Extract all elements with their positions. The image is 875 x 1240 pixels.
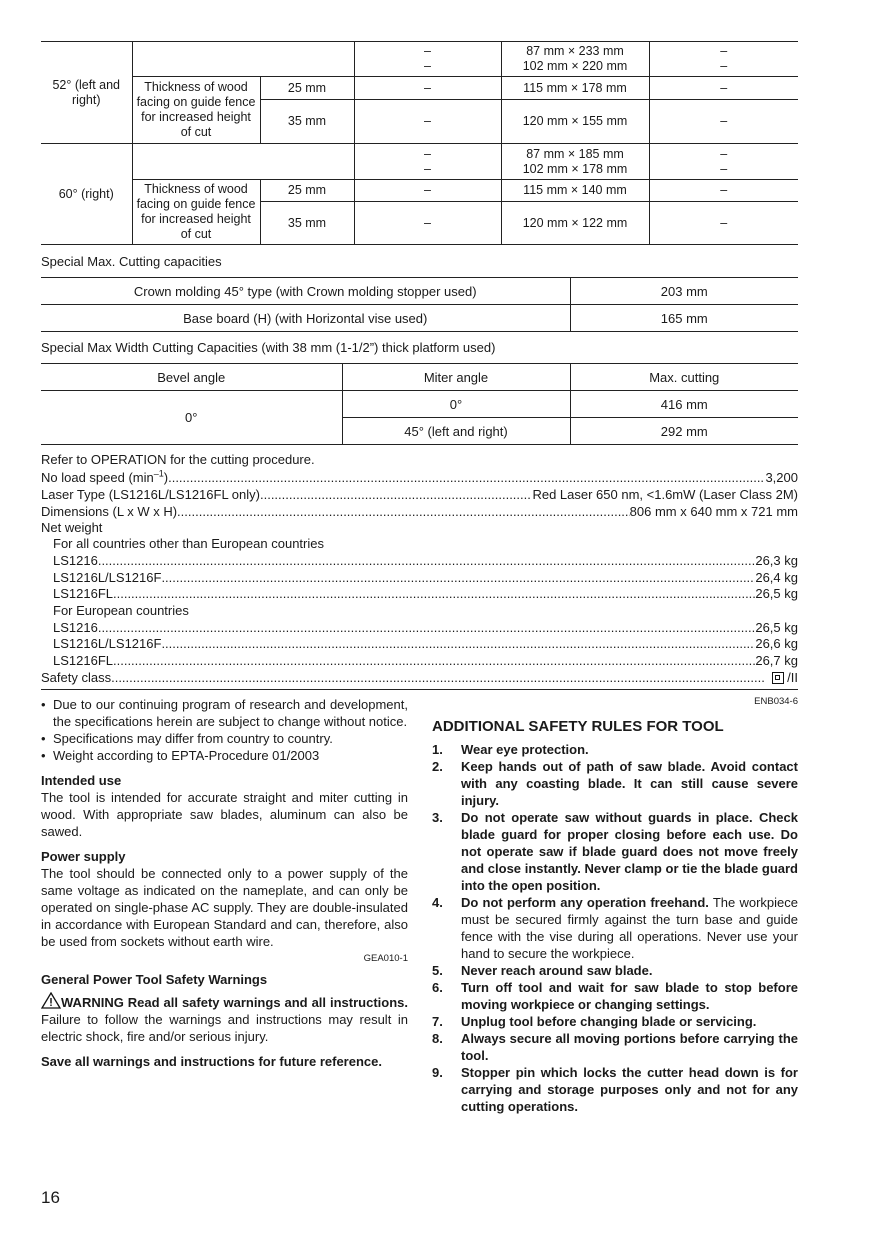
rule-item: 4. Do not perform any operation freehand. The workpiece must be secured firmly against the turn base and guide fence with the vise during all operations. Never use your hand to secure the workpiece. <box>432 895 798 961</box>
refer-note: Refer to OPERATION for the cutting procedure. <box>41 452 315 467</box>
spec-no-load-speed: No load speed $(\min^{-1})$ ..... 3,200 <box>41 469 798 486</box>
enb-code: ENB034-6 <box>754 696 798 707</box>
weight-row: LS1216L/LS1216F ..... 26,6 kg <box>53 635 798 652</box>
double-insulation-icon <box>772 672 784 684</box>
thickness-label: Thickness of wood facing on guide fence for increased height of cut <box>132 180 260 245</box>
right-column <box>432 696 798 1115</box>
additional-safety-title: ADDITIONAL SAFETY RULES FOR TOOL <box>432 718 724 735</box>
warning-triangle-icon <box>41 992 61 1009</box>
gea-code: GEA010-1 <box>363 953 408 964</box>
special-max-title: Special Max. Cutting capacities <box>41 254 222 269</box>
rule-item: 6. Turn off tool and wait for saw blade to stop before moving workpiece or changing settings. <box>432 980 798 1012</box>
rule-item: 1. Wear eye protection. <box>432 742 589 757</box>
rule-item: 7. Unplug tool before changing blade or servicing. <box>432 1014 757 1029</box>
rule-item: 8. Always secure all moving portions before carrying the tool. <box>432 1031 798 1063</box>
spec-dimensions: Dimensions (L x W x H) ..... 806 mm x 640 mm x 721 mm <box>41 503 798 520</box>
bullet-item: • Specifications may differ from country to country. <box>41 730 408 747</box>
bevel-angle-60: 60° (right) <box>41 144 132 245</box>
spec-other-countries: For all countries other than European countries <box>53 536 324 551</box>
divider <box>41 689 798 690</box>
power-supply-heading: Power supply <box>41 849 126 864</box>
power-supply-text: The tool should be connected only to a power supply of the same voltage as indicated on the nameplate, and can only be operated on single-phase AC supply. They are double-insulated in accordance with European Standard and can, therefore, also be used from sockets without earth wire. <box>41 866 408 949</box>
weight-row: LS1216L/LS1216F ..... 26,4 kg <box>53 569 798 586</box>
special-max-table: Crown molding 45° type (with Crown molding stopper used) 203 mm Base board (H) (with Horizontal vise used) 165 mm <box>41 277 798 332</box>
weight-row: LS1216FL ..... 26,5 kg <box>53 585 798 602</box>
bevel-capacity-table: 52° (left and right) – – 87 mm × 233 mm 102 mm × 220 mm – – Thickness of wood facing on guide fence for increased height of cut 25 mm – 115 mm × 178 mm – 35 mm – 120 mm × 155 mm – 60° (right) – – 87 mm × 185 mm 102 mm × 178 mm – – Thickness of wood facing on guide fence for increased height of cut 25 mm – 115 mm × 140 mm – 35 mm – 120 mm × 122 mm – <box>41 41 798 245</box>
general-warnings-heading: General Power Tool Safety Warnings <box>41 972 268 987</box>
spec-laser: Laser Type (LS1216L/LS1216FL only) ..... Red Laser 650 nm, <1.6mW (Laser Class 2M) <box>41 486 798 503</box>
rule-item: 9. Stopper pin which locks the cutter head down is for carrying and storage purposes only and not for any cutting operations. <box>432 1065 798 1114</box>
bevel-angle-52: 52° (left and right) <box>41 42 132 144</box>
rule-item: 5. Never reach around saw blade. <box>432 963 653 978</box>
weight-row: LS1216 ..... 26,5 kg <box>53 619 798 636</box>
special-width-title: Special Max Width Cutting Capacities (with 38 mm (1-1/2”) thick platform used) <box>41 340 496 355</box>
spec-net-weight: Net weight <box>41 520 103 535</box>
warning-paragraph: WARNING Read all safety warnings and all instructions. Failure to follow the warnings and instructions may result in electric shock, fire and/or serious injury. <box>41 992 408 1045</box>
intended-use-heading: Intended use <box>41 773 122 788</box>
left-column <box>41 696 408 1070</box>
spec-eu-countries: For European countries <box>53 603 189 618</box>
intended-use-text: The tool is intended for accurate straight and miter cutting in wood. With appropriate saw blades, aluminum can also be sawed. <box>41 790 408 839</box>
thickness-label: Thickness of wood facing on guide fence for increased height of cut <box>132 77 260 144</box>
special-width-table: Bevel angle Miter angle Max. cutting 0° 0° 416 mm 45° (left and right) 292 mm <box>41 363 798 445</box>
spec-safety-class: Safety class ..... /II <box>41 669 798 686</box>
rule-item: 2. Keep hands out of path of saw blade. Avoid contact with any coasting blade. It can still cause severe injury. <box>432 759 798 808</box>
page-number: 16 <box>41 1188 60 1207</box>
rule-item: 3. Do not operate saw without guards in place. Check blade guard for proper closing before each use. Do not operate saw if blade guard does not move freely and close instantly. Never clamp or tie the blade guard into the open position. <box>432 810 798 893</box>
save-warnings-text: Save all warnings and instructions for future reference. <box>41 1054 382 1069</box>
bullet-item: • Weight according to EPTA-Procedure 01/2003 <box>41 747 408 764</box>
weight-row: LS1216 ..... 26,3 kg <box>53 552 798 569</box>
bullet-item: • Due to our continuing program of research and development, the specifications herein are subject to change without notice. <box>41 696 408 730</box>
safety-rules-list <box>432 741 798 1115</box>
weight-row: LS1216FL ..... 26,7 kg <box>53 652 798 669</box>
